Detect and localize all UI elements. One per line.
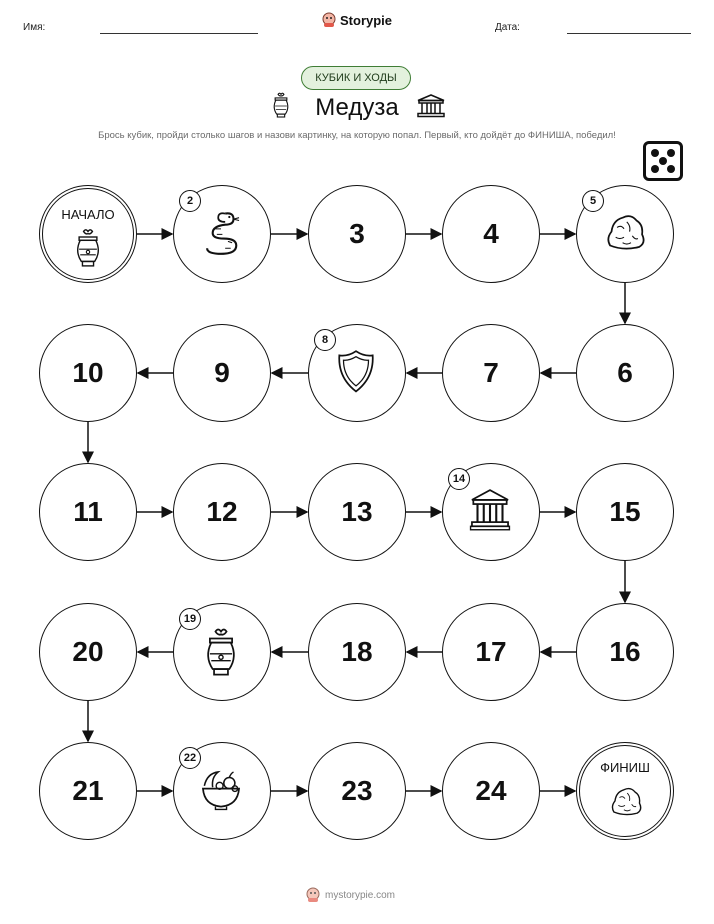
start-label: НАЧАЛО xyxy=(61,207,115,222)
footer xyxy=(306,887,395,903)
footer-url[interactable]: mystorypie.com xyxy=(325,889,396,901)
date-label: Дата: xyxy=(495,22,520,33)
space-number: 7 xyxy=(483,357,499,388)
urn-icon xyxy=(200,626,242,676)
space-number: 21 xyxy=(72,775,104,806)
instructions-text: Брось кубик, пройди столько шагов и назови картинку, на которую попал. Первый, кто дойдёт до ФИНИША, победил! xyxy=(98,130,616,141)
space-number: 4 xyxy=(483,218,499,249)
name-line[interactable] xyxy=(100,33,258,34)
space-number: 18 xyxy=(341,636,373,667)
die-pip xyxy=(659,157,667,165)
board-space-17[interactable] xyxy=(442,603,540,701)
urn-icon xyxy=(270,90,292,122)
board-space-15[interactable] xyxy=(576,463,674,561)
temple-icon xyxy=(416,93,446,119)
finish-space[interactable] xyxy=(576,742,674,840)
rock-icon xyxy=(603,208,645,258)
brand-logo xyxy=(322,12,392,28)
die-pip xyxy=(667,149,675,157)
space-number: 16 xyxy=(609,636,641,667)
date-line[interactable] xyxy=(567,33,691,34)
space-number: 12 xyxy=(206,496,238,527)
space-number-badge: 19 xyxy=(179,608,201,630)
die-pip xyxy=(651,165,659,173)
board-space-24[interactable] xyxy=(442,742,540,840)
rock-icon xyxy=(608,782,642,822)
board-space-19[interactable] xyxy=(173,603,271,701)
brand-name: Storypie xyxy=(340,12,393,28)
space-number-badge: 5 xyxy=(582,190,604,212)
board-space-18[interactable] xyxy=(308,603,406,701)
temple-icon xyxy=(469,486,511,536)
space-number: 10 xyxy=(72,357,104,388)
dice-five-icon xyxy=(643,141,683,181)
board-space-4[interactable] xyxy=(442,185,540,283)
start-space[interactable] xyxy=(39,185,137,283)
die-pip xyxy=(667,165,675,173)
storypie-mascot-icon xyxy=(322,12,336,28)
space-number: 20 xyxy=(72,636,104,667)
board-space-10[interactable] xyxy=(39,324,137,422)
space-number: 11 xyxy=(73,496,103,527)
space-number-badge: 2 xyxy=(179,190,201,212)
finish-label: ФИНИШ xyxy=(600,760,650,775)
space-number: 17 xyxy=(475,636,507,667)
board-space-5[interactable] xyxy=(576,185,674,283)
board-space-21[interactable] xyxy=(39,742,137,840)
die-pip xyxy=(651,149,659,157)
board-space-2[interactable] xyxy=(173,185,271,283)
board-space-14[interactable] xyxy=(442,463,540,561)
space-number: 3 xyxy=(349,218,365,249)
board-space-11[interactable] xyxy=(39,463,137,561)
space-number-badge: 8 xyxy=(314,329,336,351)
board-space-9[interactable] xyxy=(173,324,271,422)
board-space-3[interactable] xyxy=(308,185,406,283)
game-type-badge: КУБИК И ХОДЫ xyxy=(301,66,411,90)
space-number: 24 xyxy=(475,775,507,806)
space-number: 9 xyxy=(214,357,230,388)
board-space-22[interactable] xyxy=(173,742,271,840)
board-space-8[interactable] xyxy=(308,324,406,422)
space-number-badge: 14 xyxy=(448,468,470,490)
name-label: Имя: xyxy=(23,22,46,33)
urn-icon xyxy=(71,227,105,267)
space-number: 13 xyxy=(341,496,373,527)
space-number-badge: 22 xyxy=(179,747,201,769)
board-space-6[interactable] xyxy=(576,324,674,422)
storypie-mascot-icon xyxy=(306,887,320,903)
space-number: 23 xyxy=(341,775,373,806)
board-space-23[interactable] xyxy=(308,742,406,840)
space-number: 6 xyxy=(617,357,633,388)
board-space-13[interactable] xyxy=(308,463,406,561)
shield-icon xyxy=(335,347,377,397)
board-space-20[interactable] xyxy=(39,603,137,701)
snake-icon xyxy=(200,208,242,258)
fruit-bowl-icon xyxy=(200,765,242,815)
page-title: Медуза xyxy=(315,94,399,121)
board-space-16[interactable] xyxy=(576,603,674,701)
board-space-7[interactable] xyxy=(442,324,540,422)
space-number: 15 xyxy=(609,496,641,527)
board-space-12[interactable] xyxy=(173,463,271,561)
